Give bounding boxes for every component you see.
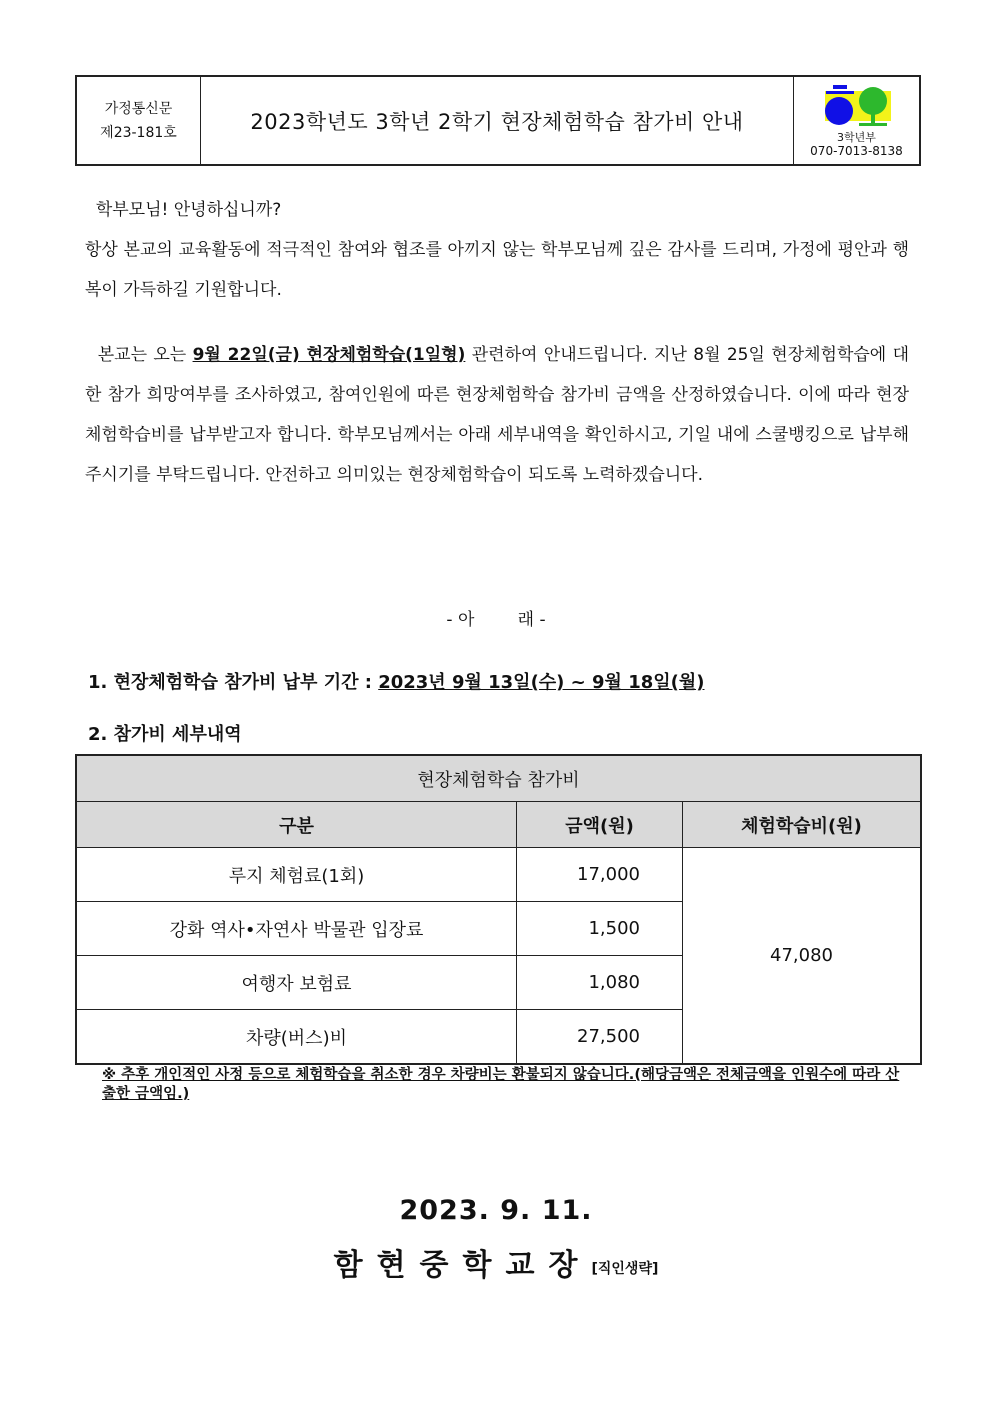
signer-name: 함현중학교장 <box>333 1248 592 1283</box>
seal-omitted-label: [직인생략] <box>591 1261 659 1277</box>
school-logo-box <box>794 77 919 164</box>
department-phone: 070-7013-8138 <box>810 144 903 158</box>
document-id-box <box>77 77 201 164</box>
fee-amount: 27,500 <box>517 1010 683 1065</box>
document-header <box>75 75 921 166</box>
fee-table-caption: 현장체험학습 참가비 <box>76 755 921 802</box>
fee-table <box>75 754 922 1065</box>
department-label: 3학년부 <box>837 131 876 144</box>
paragraph-notice: 본교는 오는 9월 22일(금) 현장체험학습(1일형) 관련하여 안내드립니다. 지난 8월 25일 현장체험학습에 대한 참가 희망여부를 조사하였고, 참여인원에 따른 현장체험학습 참가비 금액을 산정하였습니다. 이에 따라 현장체험학습비를 납부받고자 합니다. 학부모님께서는 아래 세부내역을 확인하시고, 기일 내에 스쿨뱅킹으로 납부해주시기를 부탁드립니다. 안전하고 의미있는 현장체험학습이 되도록 노력하겠습니다. <box>85 345 910 485</box>
fee-details-heading: 2. 참가비 세부내역 <box>88 724 242 745</box>
table-row <box>76 848 921 902</box>
col-header-category: 구분 <box>76 802 517 848</box>
document-title: 2023학년도 3학년 2학기 현장체험학습 참가비 안내 <box>201 77 794 164</box>
paragraph-thanks: 항상 본교의 교육활동에 적극적인 참여와 협조를 아끼지 않는 학부모님께 깊은 감사를 드리며, 가정에 평안과 행복이 가득하길 기원합니다. <box>85 240 909 300</box>
fee-amount: 17,000 <box>517 848 683 902</box>
principal-signature <box>0 1240 992 1284</box>
payment-period-dates: 2023년 9월 13일(수) ~ 9월 18일(월) <box>378 672 705 693</box>
col-header-total: 체험학습비(원) <box>683 802 922 848</box>
document-number: 제23-181호 <box>100 124 177 141</box>
section-heading: - 아 래 - <box>446 610 546 630</box>
issue-date: 2023. 9. 11. <box>399 1195 593 1226</box>
school-logo-icon <box>821 83 893 131</box>
trip-date-highlight: 9월 22일(금) 현장체험학습(1일형) <box>192 345 466 365</box>
fee-category: 강화 역사•자연사 박물관 입장료 <box>76 902 517 956</box>
fee-amount: 1,080 <box>517 956 683 1010</box>
greeting: 학부모님! 안녕하십니까? <box>95 200 282 220</box>
col-header-amount: 금액(원) <box>517 802 683 848</box>
payment-period: 1. 현장체험학습 참가비 납부 기간 : 2023년 9월 13일(수) ~ 9월 18일(월) <box>88 672 705 693</box>
refund-note: ※ 추후 개인적인 사정 등으로 체험학습을 취소한 경우 차량비는 환불되지 않습니다.(해당금액은 전체금액을 인원수에 따라 산출한 금액임.) <box>102 1067 900 1102</box>
fee-category: 루지 체험료(1회) <box>76 848 517 902</box>
fee-total: 47,080 <box>683 848 922 1065</box>
fee-category: 차량(버스)비 <box>76 1010 517 1065</box>
document-type: 가정통신문 <box>104 100 173 117</box>
fee-category: 여행자 보험료 <box>76 956 517 1010</box>
fee-amount: 1,500 <box>517 902 683 956</box>
